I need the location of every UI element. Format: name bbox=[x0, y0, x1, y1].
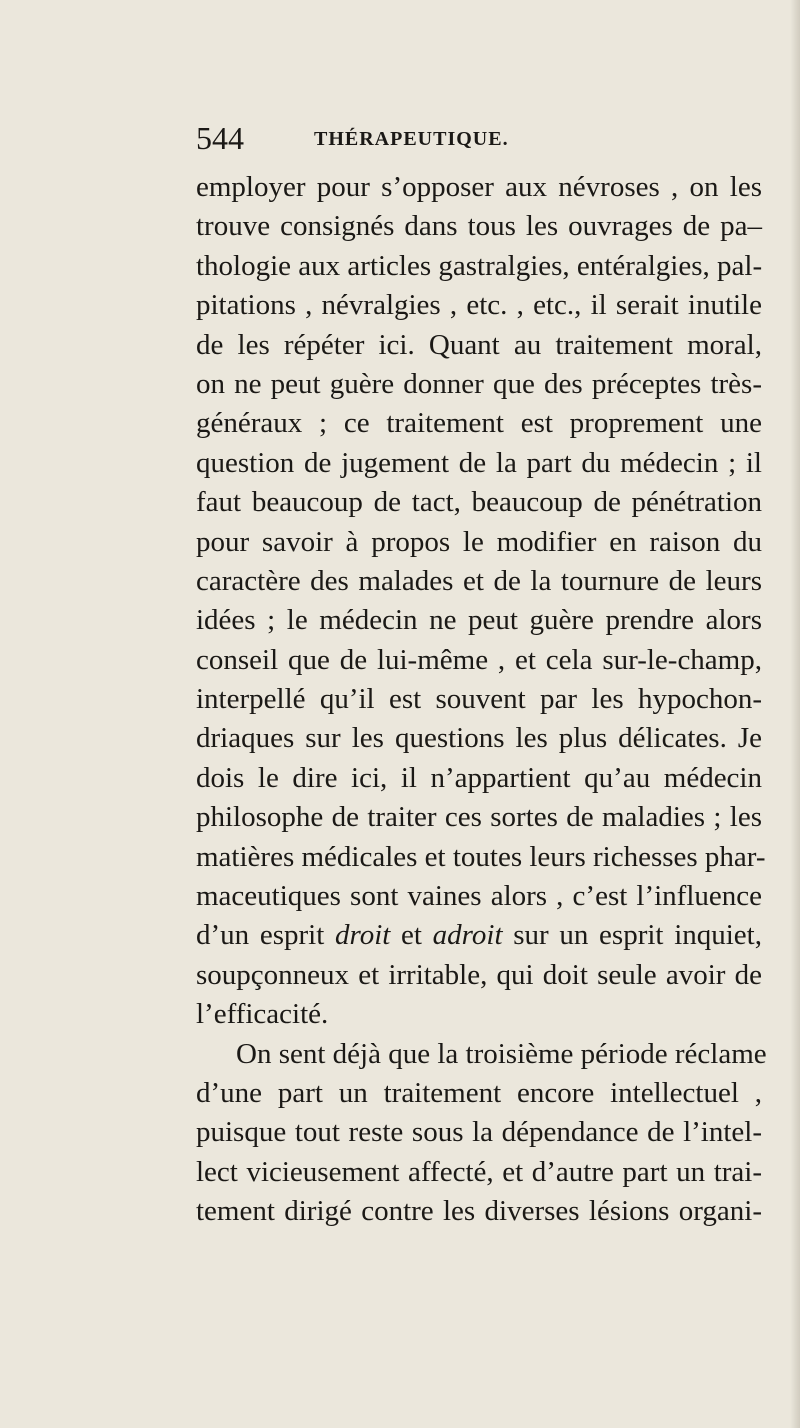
running-head: THÉRAPEUTIQUE. bbox=[314, 128, 509, 150]
body-text bbox=[196, 168, 767, 1232]
text-line-with-italics bbox=[196, 916, 762, 955]
text-line: soupçonneux et irritable, qui doit seule avoir de bbox=[196, 958, 762, 991]
text-run: sur un esprit inquiet, bbox=[502, 919, 762, 952]
text-line: on ne peut guère donner que des préceptes très- bbox=[196, 367, 762, 400]
paragraph-start-line: On sent déjà que la troisième période réclame bbox=[236, 1037, 767, 1070]
text-line: lect vicieusement affecté, et d’autre part un trai- bbox=[196, 1155, 762, 1188]
text-line: thologie aux articles gastralgies, entéralgies, pal- bbox=[196, 249, 763, 282]
italic-word: droit bbox=[335, 919, 391, 952]
text-line: maceutiques sont vaines alors , c’est l’influence bbox=[196, 880, 762, 913]
text-line: caractère des malades et de la tournure de leurs bbox=[196, 564, 762, 597]
text-run: d’un esprit bbox=[196, 919, 335, 952]
text-line: faut beaucoup de tact, beaucoup de pénétration bbox=[196, 486, 762, 519]
text-line: conseil que de lui-même , et cela sur-le-champ, bbox=[196, 643, 762, 676]
text-line: matières médicales et toutes leurs richesses phar- bbox=[196, 840, 766, 873]
page-number: 544 bbox=[196, 120, 244, 156]
text-run: et bbox=[390, 919, 433, 952]
text-line: employer pour s’opposer aux névroses , on les bbox=[196, 171, 762, 203]
text-line: généraux ; ce traitement est proprement une bbox=[196, 407, 762, 440]
text-line: pitations , névralgies , etc. , etc., il serait inutile bbox=[196, 289, 762, 322]
text-line: interpellé qu’il est souvent par les hypochon- bbox=[196, 683, 762, 716]
paragraph-end-line: l’efficacité. bbox=[196, 998, 329, 1031]
text-line: pour savoir à propos le modifier en raison du bbox=[196, 525, 762, 558]
italic-word: adroit bbox=[432, 919, 503, 952]
text-line: trouve consignés dans tous les ouvrages de pa– bbox=[196, 210, 762, 243]
text-line: dois le dire ici, il n’appartient qu’au médecin bbox=[196, 761, 762, 794]
text-line: question de jugement de la part du médecin ; il bbox=[196, 446, 762, 479]
text-line: driaques sur les questions les plus délicates. Je bbox=[196, 722, 762, 755]
text-line: philosophe de traiter ces sortes de maladies ; les bbox=[196, 801, 762, 834]
text-line: puisque tout reste sous la dépendance de l’intel- bbox=[196, 1116, 762, 1149]
page-header bbox=[196, 118, 716, 158]
text-line: d’une part un traitement encore intellectuel , bbox=[196, 1076, 762, 1109]
text-line: idées ; le médecin ne peut guère prendre alors bbox=[196, 604, 762, 637]
text-line: tement dirigé contre les diverses lésions organi- bbox=[196, 1195, 762, 1228]
page-edge-shadow bbox=[790, 0, 800, 1428]
text-line: de les répéter ici. Quant au traitement moral, bbox=[196, 328, 762, 361]
